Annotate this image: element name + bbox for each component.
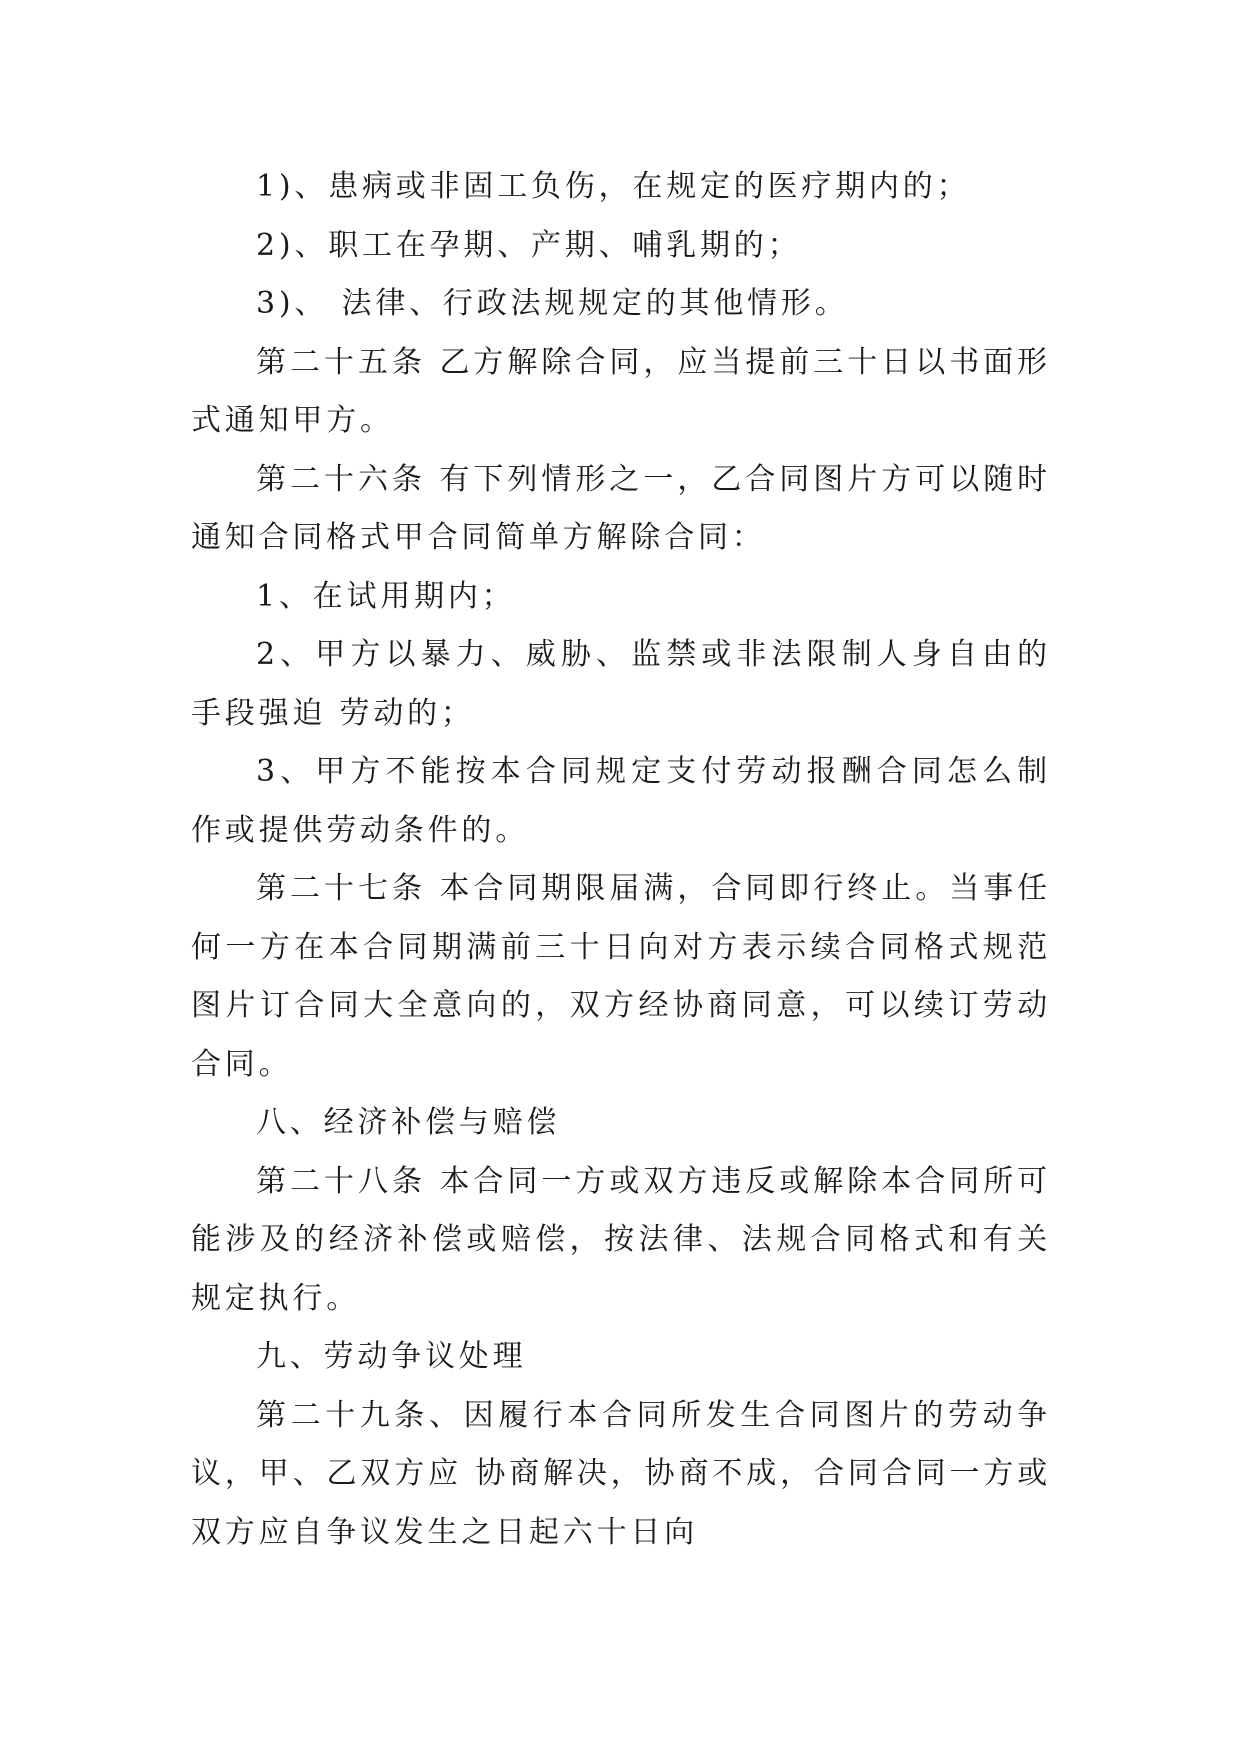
clause-item-1: 1)、患病或非固工负伤，在规定的医疗期内的； bbox=[256, 169, 971, 204]
section-heading-9: 九、劳动争议处理 bbox=[256, 1339, 527, 1374]
article-26-item-2: 2、甲方以暴力、威胁、监禁或非法限制人身自由的手段强迫 劳动的； bbox=[191, 637, 1051, 731]
clause-item-3: 3)、 法律、行政法规规定的其他情形。 bbox=[256, 286, 849, 321]
article-25: 第二十五条 乙方解除合同，应当提前三十日以书面形式通知甲方。 bbox=[191, 344, 1051, 438]
article-26: 第二十六条 有下列情形之一，乙合同图片方可以随时通知合同格式甲合同简单方解除合同： bbox=[191, 461, 1051, 555]
article-28: 第二十八条 本合同一方或双方违反或解除本合同所可能涉及的经济补偿或赔偿，按法律、法规合同格式和有关规定执行。 bbox=[191, 1163, 1051, 1316]
clause-item-2: 2)、职工在孕期、产期、哺乳期的； bbox=[256, 227, 802, 263]
article-29: 第二十九条、因履行本合同所发生合同图片的劳动争议，甲、乙双方应 协商解决，协商不成，合同合同一方或双方应自争议发生之日起六十日向 bbox=[191, 1397, 1051, 1550]
article-26-item-3: 3、甲方不能按本合同规定支付劳动报酬合同怎么制作或提供劳动条件的。 bbox=[191, 754, 1051, 848]
article-27: 第二十七条 本合同期限届满，合同即行终止。当事任何一方在本合同期满前三十日向对方表示续合同格式规范图片订合同大全意向的，双方经协商同意，可以续订劳动合同。 bbox=[191, 871, 1051, 1082]
document-body bbox=[191, 158, 1051, 1562]
article-26-item-1: 1、在试用期内； bbox=[256, 578, 516, 614]
section-heading-8: 八、经济补偿与赔偿 bbox=[256, 1105, 561, 1140]
